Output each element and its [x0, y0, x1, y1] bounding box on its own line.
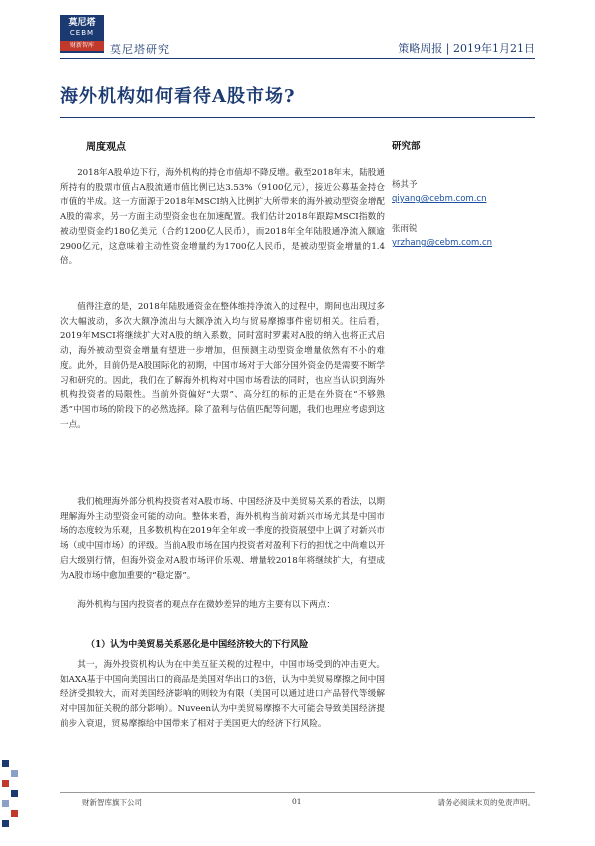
body-paragraph: 2018年A股单边下行，海外机构的持仓市值却不降反增。截至2018年末，陆股通所持有的股票市值占A股流通市值比例已达3.53%（9100亿元），接近公募基金持仓市值的半成。这一方面源于2018年MSCI纳入比例扩大所带来的海外被动型资金增配A股的需求，另一方面主动型资金也在加速配置。我们估计2018年跟踪MSCI指数的被动型资金约180亿美元（合约1200亿人民币），而2018年全年陆股通净流入额逾2900亿元，这意味着主动性资金增量约为1700亿人民币，是被动型资金增量的1.4倍。	[60, 168, 385, 267]
logo-sub: 财新智库	[60, 41, 104, 51]
body-paragraph: 其一，海外投资机构认为在中美互征关税的过程中，中国市场受到的冲击更大。如AXA基于中国向美国出口的商品是美国对华出口的3倍，认为中美贸易摩擦之间中国经济受损较大，而对美国经济影响的则较为有限（美国可以通过进口产品替代等缓解对中国加征关税的部分影响）。Nuveen认为中美贸易摩擦不大可能会导致美国经济提前步入衰退，贸易摩擦给中国带来了相对于美国更大的经济下行风险。	[60, 660, 385, 729]
footer-divider	[60, 792, 535, 793]
logo-cn: 莫尼塔	[68, 18, 96, 28]
body-paragraph: 海外机构与国内投资者的观点存在微妙差异的地方主要有以下两点：	[77, 600, 336, 610]
analyst-name: 杨其予	[392, 180, 418, 190]
report-meta	[398, 40, 535, 56]
side-stripe-graphic	[0, 0, 22, 842]
footer-left: 财新智库旗下公司	[82, 798, 142, 807]
analyst-email-link[interactable]: yrzhang@cebm.com.cn	[392, 238, 493, 248]
body-paragraph: 值得注意的是，2018年陆股通资金在整体维持净流入的过程中，期间也出现过多次大幅波动，多次大额净流出与大额净流入均与贸易摩擦事件密切相关。往后看，2019年MSCI将继续扩大对A股的纳入系数，同时富时罗素对A股的纳入也将正式启动，海外被动型资金增量有望进一步增加，但预测主动型资金增量依然有不小的难度。此外，目前仍是A股国际化的初期，中国市场对于大部分国外资金仍是需要不断学习和研究的。因此，我们在了解海外机构对中国市场看法的同时，也应当认识到海外机构投资者的局限性。当前外资偏好“大票”、高分红的标的正是在外资在“不够熟悉”中国市场的阶段下的必然选择。除了盈利与估值匹配等问题，我们也理应考虑到这一点。	[60, 302, 385, 430]
report-type: 策略周报	[398, 42, 443, 55]
analyst-name: 张雨锐	[392, 224, 418, 234]
sidebar-heading: 研究部	[392, 141, 421, 152]
analyst-email-link[interactable]: qiyang@cebm.com.cn	[392, 194, 487, 204]
body-paragraph: 我们梳理海外部分机构投资者对A股市场、中国经济及中美贸易关系的看法，以期理解海外主动型资金可能的动向。整体来看，海外机构当前对新兴市场尤其是中国市场的态度较为乐观，且多数机构在2019年全年或一季度的投资展望中上调了对新兴市场（或中国市场）的评级。当前A股市场在国内投资者对盈利下行的担忧之中尚难以开启大级别行情，但海外资金对A股市场评价乐观、增量较2018年将继续扩大，有望成为A股市场中愈加重要的“稳定器”。	[60, 497, 385, 581]
company-logo	[60, 15, 104, 53]
page-number: 01	[292, 797, 302, 806]
page-title: 海外机构如何看待A股市场?	[60, 86, 296, 107]
brand-name: 莫尼塔研究	[110, 43, 170, 56]
logo-en: CEBM	[69, 29, 95, 37]
header-divider	[60, 58, 535, 59]
section-heading: 周度观点	[86, 142, 126, 153]
footer-disclaimer: 请务必阅读末页的免责声明。	[437, 798, 535, 807]
meta-separator: |	[445, 42, 453, 55]
report-date: 2019年1月21日	[453, 42, 535, 55]
subheading: （1）认为中美贸易关系恶化是中国经济较大的下行风险	[86, 640, 309, 650]
decorative-side-stripe	[0, 0, 22, 842]
title-divider	[60, 117, 535, 118]
